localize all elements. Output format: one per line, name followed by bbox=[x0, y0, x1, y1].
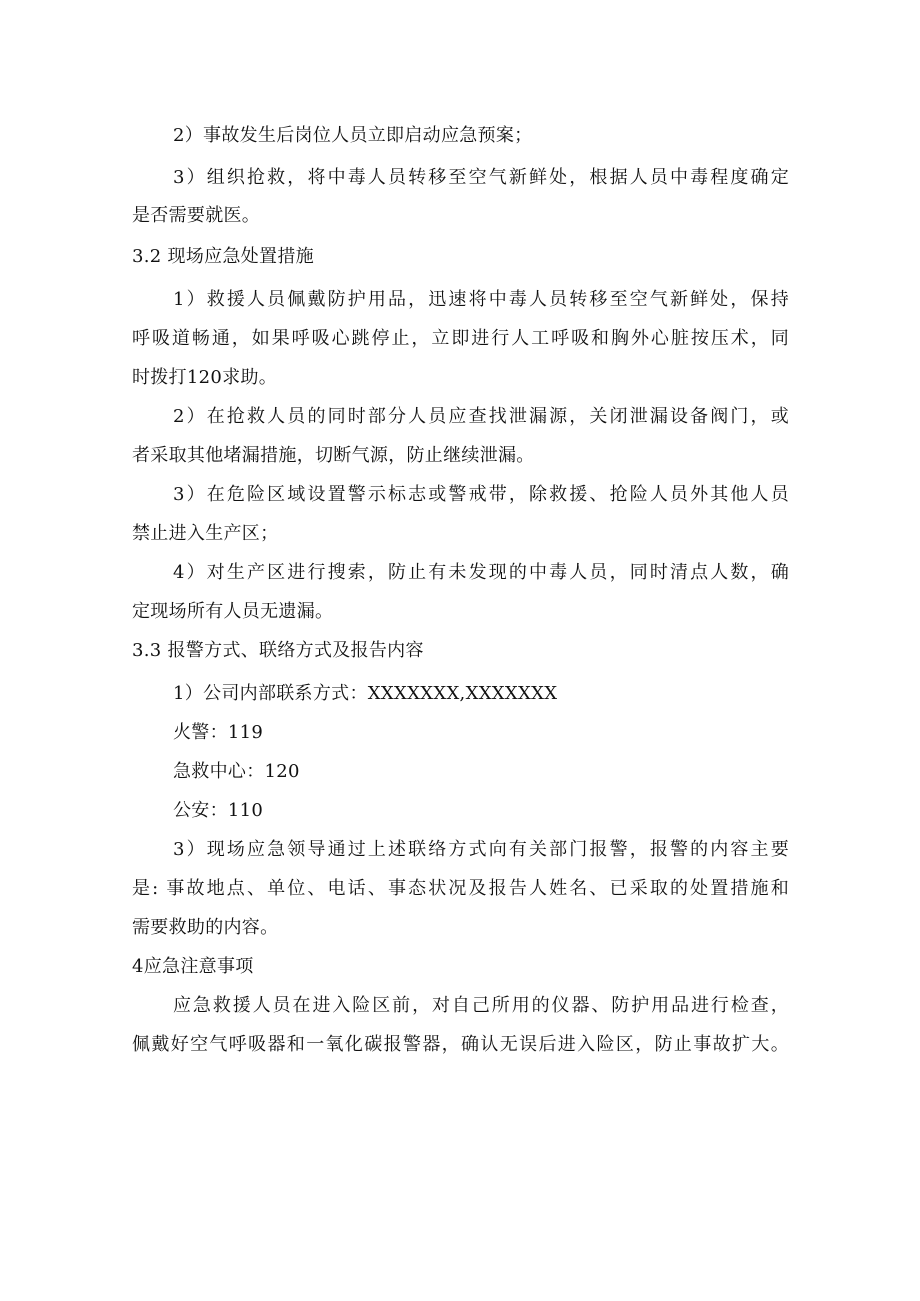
measure-1-line-2: 呼吸道畅通，如果呼吸心跳停止，立即进行人工呼吸和胸外心脏按压术，同 bbox=[132, 328, 789, 349]
measure-1-line-1: 1）救援人员佩戴防护用品，迅速将中毒人员转移至空气新鲜处，保持 bbox=[173, 289, 789, 310]
section-3-2-heading: 3.2 现场应急处置措施 bbox=[132, 246, 314, 267]
notes-line-2: 佩戴好空气呼吸器和一氧化碳报警器，确认无误后进入险区，防止事故扩大。 bbox=[132, 1034, 789, 1055]
step-2-line: 2）事故发生后岗位人员立即启动应急预案； bbox=[173, 125, 533, 146]
notes-line-1: 应急救援人员在进入险区前，对自己所用的仪器、防护用品进行检查， bbox=[173, 995, 789, 1016]
measure-3-line-1: 3）在危险区域设置警示标志或警戒带，除救援、抢险人员外其他人员 bbox=[173, 484, 789, 505]
report-line-1: 3）现场应急领导通过上述联络方式向有关部门报警，报警的内容主要 bbox=[173, 839, 789, 860]
step-3-line-2: 是否需要就医。 bbox=[132, 205, 261, 226]
emergency-center-line: 急救中心：120 bbox=[173, 761, 300, 782]
report-line-2: 是: 事故地点、单位、电话、事态状况及报告人姓名、已采取的处置措施和 bbox=[132, 878, 789, 899]
measure-1-line-3: 时拨打120求助。 bbox=[132, 367, 278, 388]
measure-3-line-2: 禁止进入生产区； bbox=[132, 523, 279, 544]
measure-2-line-1: 2）在抢救人员的同时部分人员应查找泄漏源，关闭泄漏设备阀门，或 bbox=[173, 406, 789, 427]
measure-2-line-2: 者采取其他堵漏措施，切断气源，防止继续泄漏。 bbox=[132, 445, 535, 466]
step-3-line-1: 3）组织抢救，将中毒人员转移至空气新鲜处，根据人员中毒程度确定 bbox=[173, 167, 789, 188]
section-4-heading: 4应急注意事项 bbox=[132, 956, 254, 977]
measure-4-line-1: 4）对生产区进行搜索，防止有未发现的中毒人员，同时清点人数，确 bbox=[173, 562, 789, 583]
section-3-3-heading: 3.3 报警方式、联络方式及报告内容 bbox=[132, 640, 424, 661]
report-line-3: 需要救助的内容。 bbox=[132, 917, 279, 938]
measure-4-line-2: 定现场所有人员无遗漏。 bbox=[132, 601, 334, 622]
internal-contact-line: 1）公司内部联系方式：XXXXXXX,XXXXXXX bbox=[173, 683, 558, 704]
police-line: 公安：110 bbox=[173, 800, 264, 821]
fire-alarm-line: 火警：119 bbox=[173, 722, 264, 743]
